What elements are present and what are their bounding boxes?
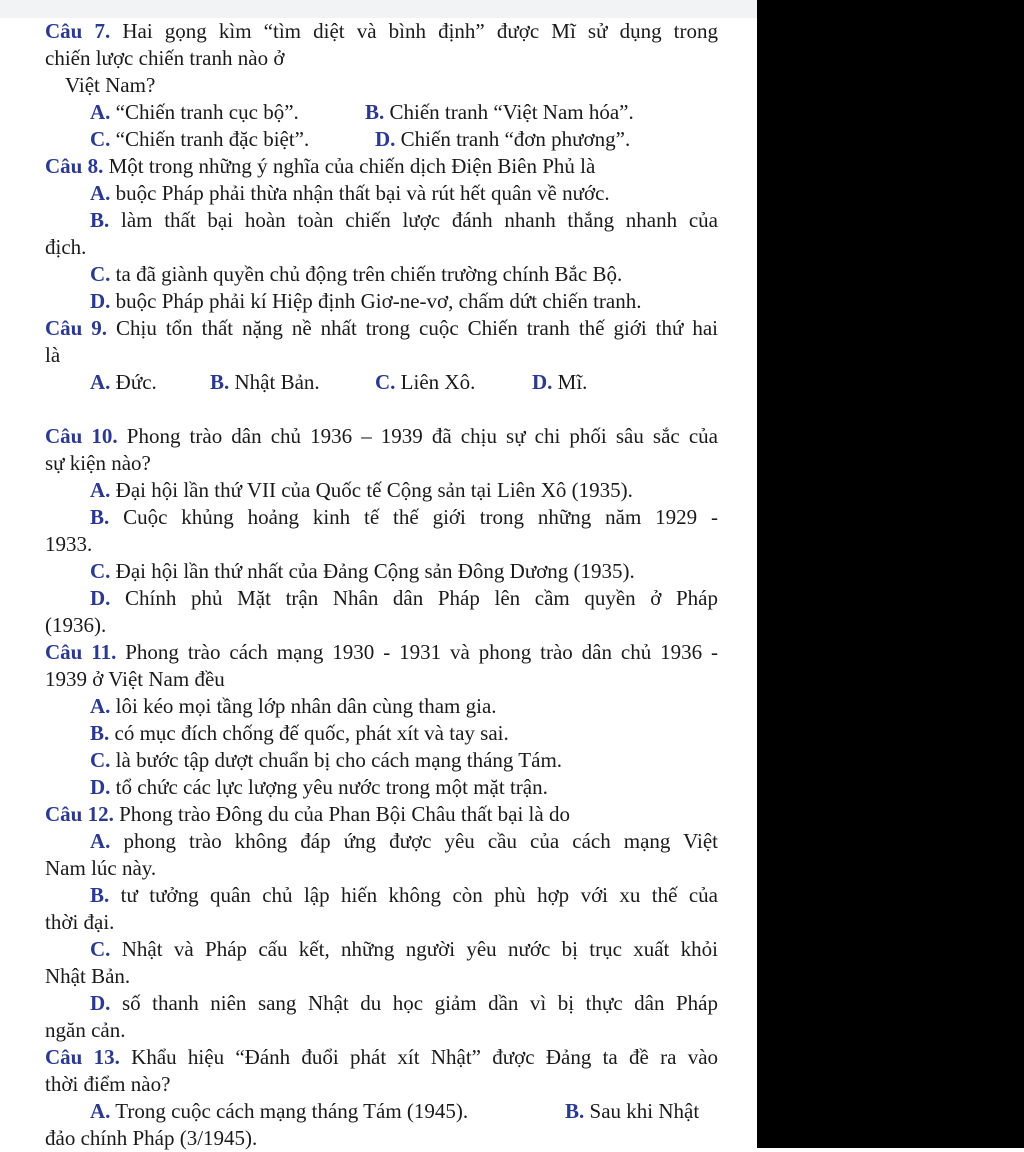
question-13-stem: Câu 13. Khẩu hiệu “Đánh đuổi phát xít Nhật” được Đảng ta đề ra vào xyxy=(45,1045,719,1069)
option-13b-cont: đảo chính Pháp (3/1945). xyxy=(45,1126,258,1150)
question-9-options xyxy=(45,369,718,396)
spacer xyxy=(45,396,718,423)
question-7-options-row1 xyxy=(45,99,718,126)
option-9c[interactable]: C. Liên Xô. xyxy=(375,370,476,394)
document-page xyxy=(45,18,718,1152)
option-8a[interactable]: A. buộc Pháp phải thừa nhận thất bại và rút hết quân về nước. xyxy=(90,181,610,205)
option-12c-cont: Nhật Bản. xyxy=(45,964,131,988)
option-12c[interactable]: C. Nhật và Pháp cấu kết, những người yêu nước bị trục xuất khỏi xyxy=(90,937,719,961)
option-10b-cont: 1933. xyxy=(45,532,93,556)
option-12a[interactable]: A. phong trào không đáp ứng được yêu cầu của cách mạng Việt xyxy=(90,829,718,853)
option-12b[interactable]: B. tư tưởng quân chủ lập hiến không còn phù hợp với xu thế của xyxy=(90,883,719,907)
option-13a[interactable]: A. Trong cuộc cách mạng tháng Tám (1945). xyxy=(90,1099,469,1123)
option-9d[interactable]: D. Mĩ. xyxy=(532,370,588,394)
question-8-stem: Câu 8. Một trong những ý nghĩa của chiến dịch Điện Biên Phủ là xyxy=(45,154,596,178)
option-12a-cont: Nam lúc này. xyxy=(45,856,157,880)
question-11-stem-line2: 1939 ở Việt Nam đều xyxy=(45,667,225,691)
option-11d[interactable]: D. tổ chức các lực lượng yêu nước trong một mặt trận. xyxy=(90,775,548,799)
question-13-options xyxy=(45,1098,718,1125)
top-bar xyxy=(0,0,757,18)
option-10d-cont: (1936). xyxy=(45,613,107,637)
right-margin xyxy=(757,0,1024,1148)
option-11b[interactable]: B. có mục đích chống đế quốc, phát xít và tay sai. xyxy=(90,721,509,745)
option-12b-cont: thời đại. xyxy=(45,910,115,934)
question-9-stem: Câu 9. Chịu tổn thất nặng nề nhất trong cuộc Chiến tranh thế giới thứ hai xyxy=(45,316,719,340)
question-9-stem-line2: là xyxy=(45,343,61,367)
option-13b[interactable]: B. Sau khi Nhật xyxy=(565,1099,700,1123)
option-8c[interactable]: C. ta đã giành quyền chủ động trên chiến trường chính Bắc Bộ. xyxy=(90,262,623,286)
option-12d[interactable]: D. số thanh niên sang Nhật du học giảm dần vì bị thực dân Pháp xyxy=(90,991,718,1015)
option-7c[interactable]: C. “Chiến tranh đặc biệt”. xyxy=(90,127,310,151)
question-7-stem: Câu 7. Hai gọng kìm “tìm diệt và bình định” được Mĩ sử dụng trong xyxy=(45,19,719,43)
question-10-stem-line2: sự kiện nào? xyxy=(45,451,151,475)
question-10-stem: Câu 10. Phong trào dân chủ 1936 – 1939 đã chịu sự chi phối sâu sắc của xyxy=(45,424,718,448)
option-10c[interactable]: C. Đại hội lần thứ nhất của Đảng Cộng sản Đông Dương (1935). xyxy=(90,559,635,583)
option-7a[interactable]: A. “Chiến tranh cục bộ”. xyxy=(90,100,299,124)
option-11a[interactable]: A. lôi kéo mọi tầng lớp nhân dân cùng tham gia. xyxy=(90,694,497,718)
question-7-stem-line2: chiến lược chiến tranh nào ở xyxy=(45,46,285,70)
option-8d[interactable]: D. buộc Pháp phải kí Hiệp định Giơ-ne-vơ, chấm dứt chiến tranh. xyxy=(90,289,642,313)
option-10a[interactable]: A. Đại hội lần thứ VII của Quốc tế Cộng sản tại Liên Xô (1935). xyxy=(90,478,633,502)
option-11c[interactable]: C. là bước tập dượt chuẩn bị cho cách mạng tháng Tám. xyxy=(90,748,563,772)
question-12-stem: Câu 12. Phong trào Đông du của Phan Bội Châu thất bại là do xyxy=(45,802,570,826)
option-12d-cont: ngăn cản. xyxy=(45,1018,126,1042)
option-10d[interactable]: D. Chính phủ Mặt trận Nhân dân Pháp lên cầm quyền ở Pháp xyxy=(90,586,719,610)
option-7d[interactable]: D. Chiến tranh “đơn phương”. xyxy=(375,127,631,151)
question-7-stem-line3: Việt Nam? xyxy=(65,73,156,97)
option-8b-cont: địch. xyxy=(45,235,87,259)
option-8b[interactable]: B. làm thất bại hoàn toàn chiến lược đánh nhanh thắng nhanh của xyxy=(90,208,718,232)
question-7-options-row2 xyxy=(45,126,718,153)
question-13-stem-line2: thời điểm nào? xyxy=(45,1072,171,1096)
option-7b[interactable]: B. Chiến tranh “Việt Nam hóa”. xyxy=(365,100,634,124)
option-10b[interactable]: B. Cuộc khủng hoảng kinh tế thế giới trong những năm 1929 - xyxy=(90,505,718,529)
option-9a[interactable]: A. Đức. xyxy=(90,370,157,394)
question-11-stem: Câu 11. Phong trào cách mạng 1930 - 1931 và phong trào dân chủ 1936 - xyxy=(45,640,719,664)
option-9b[interactable]: B. Nhật Bản. xyxy=(210,370,320,394)
